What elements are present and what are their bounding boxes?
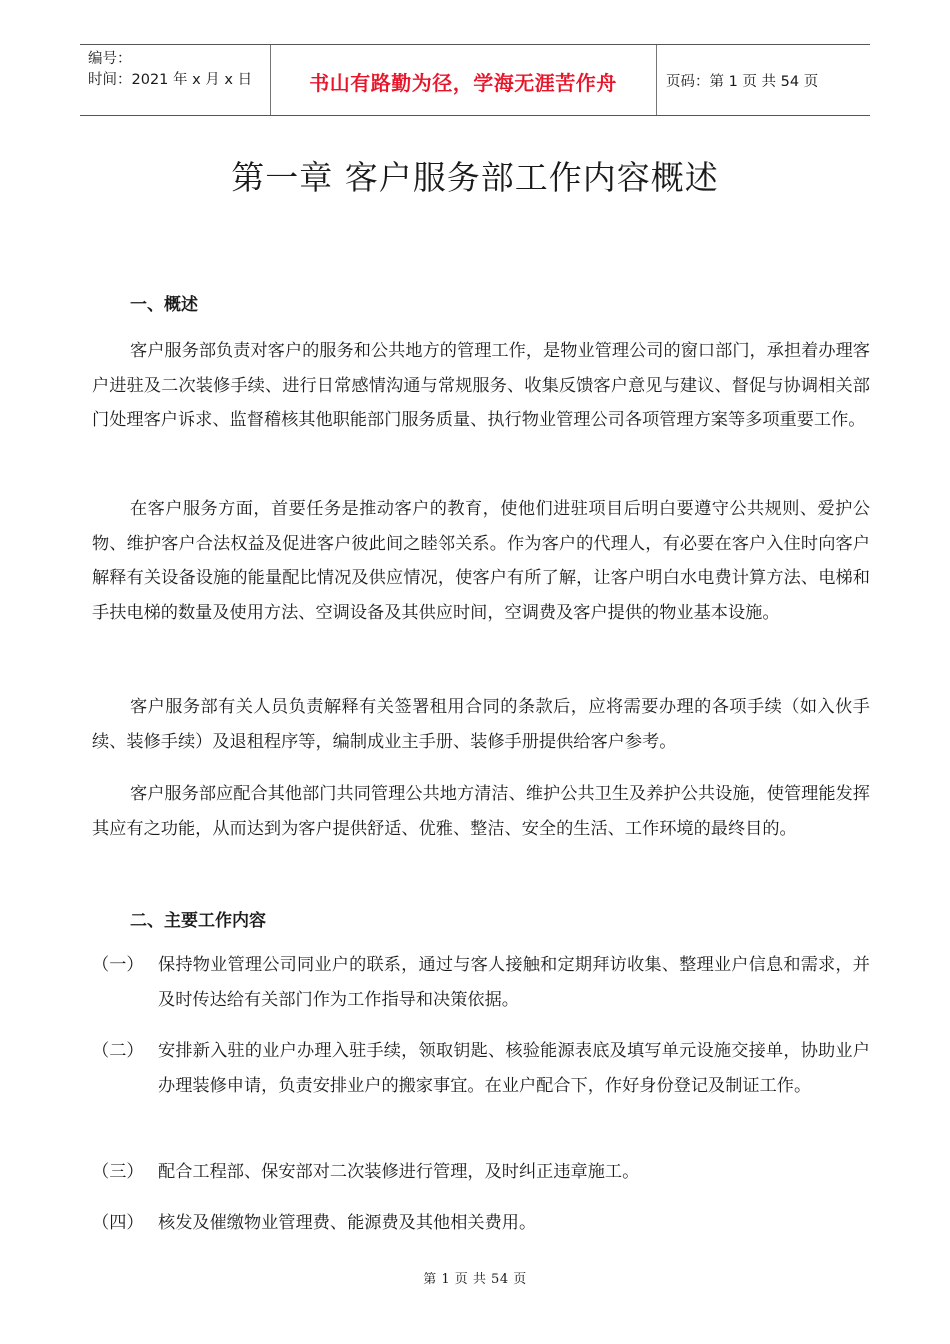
- work-list-item: [92, 1155, 870, 1190]
- header-meta: [88, 49, 252, 91]
- list-item-number: （二）: [92, 1041, 144, 1061]
- list-item-number: （三）: [92, 1162, 144, 1182]
- page-header: [80, 44, 870, 116]
- page-footer: 第 1 页 共 54 页: [423, 1272, 527, 1287]
- list-item-text: 保持物业管理公司同业户的联系，通过与客人接触和定期拜访收集、整理业户信息和需求，并及时传达给有关部门作为工作指导和决策依据。: [158, 955, 870, 1010]
- list-item-number: （四）: [92, 1213, 144, 1233]
- overview-paragraph: 在客户服务方面，首要任务是推动客户的教育，使他们进驻项目后明白要遵守公共规则、爱护公物、维护客户合法权益及促进客户彼此间之睦邻关系。作为客户的代理人，有必要在客户入住时向客户解释有关设备设施的能量配比情况及供应情况，使客户有所了解，让客户明白水电费计算方法、电梯和手扶电梯的数量及使用方法、空调设备及其供应时间，空调费及客户提供的物业基本设施。: [92, 499, 870, 623]
- list-item-text: 配合工程部、保安部对二次装修进行管理，及时纠正违章施工。: [158, 1162, 640, 1182]
- list-item-text: 安排新入驻的业户办理入驻手续，领取钥匙、核验能源表底及填写单元设施交接单，协助业户办理装修申请，负责安排业户的搬家事宜。在业户配合下，作好身份登记及制证工作。: [158, 1041, 870, 1096]
- work-list-item: [92, 1034, 870, 1103]
- work-list-item: [92, 1206, 870, 1241]
- header-page-info: 页码：第 1 页 共 54 页: [666, 74, 819, 90]
- section-heading-main-work: 二、主要工作内容: [130, 911, 266, 931]
- work-list-item: [92, 948, 870, 1017]
- list-item-text: 核发及催缴物业管理费、能源费及其他相关费用。: [158, 1213, 537, 1233]
- document-time-label: 时间：2021 年 x 月 x 日: [88, 72, 253, 88]
- overview-paragraph: 客户服务部有关人员负责解释有关签署租用合同的条款后，应将需要办理的各项手续（如入伙手续、装修手续）及退租程序等，编制成业主手册、装修手册提供给客户参考。: [92, 697, 870, 752]
- header-divider: [656, 45, 657, 115]
- overview-paragraph: 客户服务部应配合其他部门共同管理公共地方清洁、维护公共卫生及养护公共设施，使管理能发挥其应有之功能，从而达到为客户提供舒适、优雅、整洁、安全的生活、工作环境的最终目的。: [92, 784, 870, 839]
- list-item-number: （一）: [92, 955, 144, 975]
- header-motto: 书山有路勤为径，学海无涯苦作舟: [309, 71, 617, 95]
- section-heading-overview: 一、概述: [130, 295, 198, 315]
- overview-paragraph: 客户服务部负责对客户的服务和公共地方的管理工作，是物业管理公司的窗口部门，承担着办理客户进驻及二次装修手续、进行日常感情沟通与常规服务、收集反馈客户意见与建议、督促与协调相关部门处理客户诉求、监督稽核其他职能部门服务质量、执行物业管理公司各项管理方案等多项重要工作。: [92, 341, 870, 430]
- chapter-title: 第一章 客户服务部工作内容概述: [231, 158, 719, 197]
- document-number-label: 编号：: [88, 51, 132, 67]
